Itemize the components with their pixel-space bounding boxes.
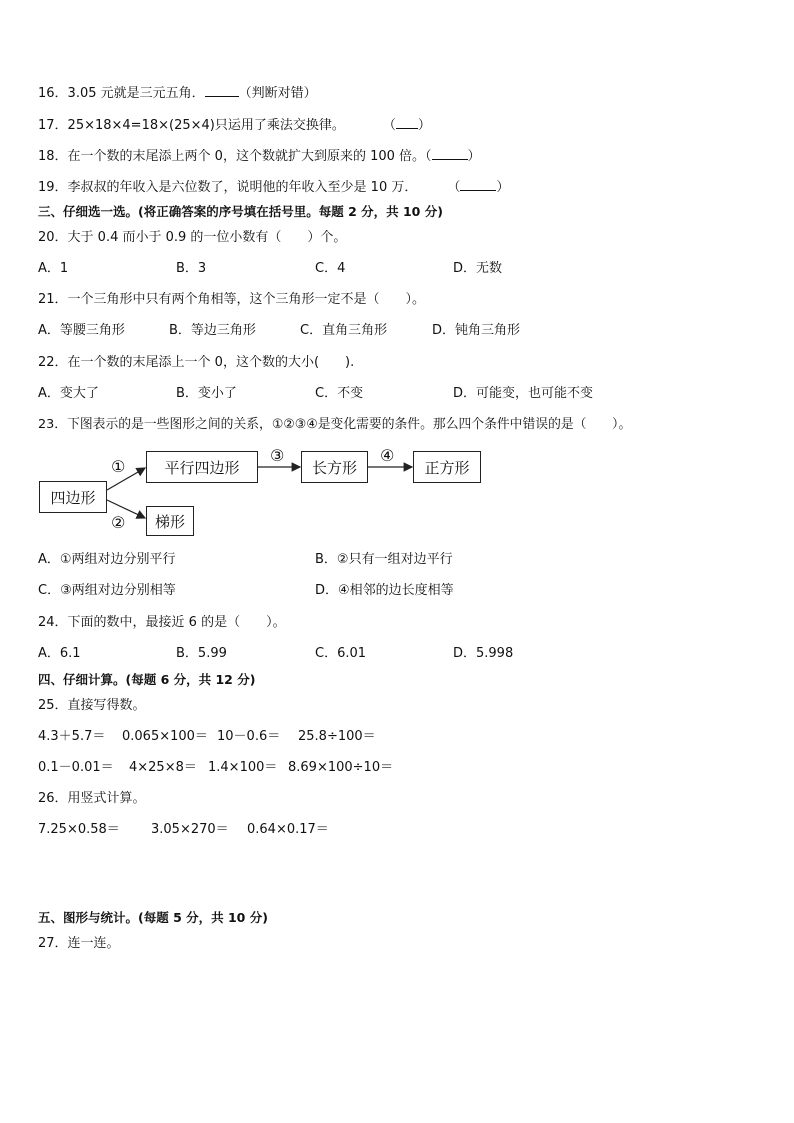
box-square: 正方形 bbox=[413, 451, 481, 483]
calc-item: 4×25×8＝ bbox=[129, 760, 197, 775]
q20-option-c[interactable]: C．4 bbox=[315, 261, 346, 276]
question-20-text: 20．大于 0.4 而小于 0.9 的一位小数有（ ）个。 bbox=[38, 230, 347, 245]
question-18: 18．在一个数的末尾添上两个 0，这个数就扩大到原来的 100 倍。（ ） bbox=[38, 149, 481, 164]
q24-option-a[interactable]: A．6.1 bbox=[38, 646, 81, 661]
question-23-text: 23．下图表示的是一些图形之间的关系，①②③④是变化需要的条件。那么四个条件中错误的是（ ）。 bbox=[38, 417, 632, 432]
section-4-heading: 四、仔细计算。(每题 6 分，共 12 分) bbox=[38, 672, 256, 687]
question-19-text: 19．李叔叔的年收入是六位数了，说明他的年收入至少是 10 万． bbox=[38, 180, 418, 195]
q24-option-d[interactable]: D．5.998 bbox=[453, 646, 514, 661]
condition-2-label: ② bbox=[111, 513, 126, 532]
calc-item: 0.1－0.01＝ bbox=[38, 760, 114, 775]
section-5-heading: 五、图形与统计。(每题 5 分，共 10 分) bbox=[38, 910, 268, 925]
q23-option-d[interactable]: D．④相邻的边长度相等 bbox=[315, 583, 454, 598]
question-27-text: 27．连一连。 bbox=[38, 936, 120, 951]
calc-item: 25.8÷100＝ bbox=[298, 729, 376, 744]
q22-option-c[interactable]: C．不变 bbox=[315, 386, 364, 401]
box-rectangle: 长方形 bbox=[301, 451, 368, 483]
q23-option-b[interactable]: B．②只有一组对边平行 bbox=[315, 552, 453, 567]
question-19: 19．李叔叔的年收入是六位数了，说明他的年收入至少是 10 万． （ ） bbox=[38, 180, 510, 195]
condition-3-label: ③ bbox=[270, 446, 285, 465]
question-24-text: 24．下面的数中，最接近 6 的是（ ）。 bbox=[38, 615, 286, 630]
q22-option-d[interactable]: D．可能变，也可能不变 bbox=[453, 386, 594, 401]
question-17-text: 17．25×18×4=18×(25×4)只运用了乘法交换律。 bbox=[38, 118, 345, 133]
calc-item: 7.25×0.58＝ bbox=[38, 822, 120, 837]
q21-option-d[interactable]: D．钝角三角形 bbox=[432, 323, 521, 338]
question-16-suffix: （判断对错） bbox=[238, 86, 317, 101]
calc-item: 4.3＋5.7＝ bbox=[38, 729, 106, 744]
q21-option-b[interactable]: B．等边三角形 bbox=[169, 323, 256, 338]
calc-item: 3.05×270＝ bbox=[151, 822, 229, 837]
calc-item: 0.64×0.17＝ bbox=[247, 822, 329, 837]
q22-option-b[interactable]: B．变小了 bbox=[176, 386, 237, 401]
calc-item: 0.065×100＝ bbox=[122, 729, 208, 744]
question-18-text: 18．在一个数的末尾添上两个 0，这个数就扩大到原来的 100 倍。（ bbox=[38, 149, 432, 164]
q24-option-c[interactable]: C．6.01 bbox=[315, 646, 367, 661]
box-quadrilateral: 四边形 bbox=[39, 481, 107, 513]
question-25-text: 25．直接写得数。 bbox=[38, 698, 146, 713]
q20-option-d[interactable]: D．无数 bbox=[453, 261, 503, 276]
section-3-heading: 三、仔细选一选。(将正确答案的序号填在括号里。每题 2 分，共 10 分) bbox=[38, 204, 443, 219]
q24-option-b[interactable]: B．5.99 bbox=[176, 646, 227, 661]
box-parallelogram: 平行四边形 bbox=[146, 451, 258, 483]
q20-option-a[interactable]: A．1 bbox=[38, 261, 69, 276]
condition-4-label: ④ bbox=[380, 446, 395, 465]
q20-option-b[interactable]: B．3 bbox=[176, 261, 207, 276]
calc-item: 8.69×100÷10＝ bbox=[288, 760, 394, 775]
question-22-text: 22．在一个数的末尾添上一个 0，这个数的大小( ). bbox=[38, 355, 355, 370]
box-trapezoid: 梯形 bbox=[146, 506, 194, 536]
calc-item: 1.4×100＝ bbox=[208, 760, 278, 775]
q21-option-a[interactable]: A．等腰三角形 bbox=[38, 323, 125, 338]
calc-item: 10－0.6＝ bbox=[217, 729, 281, 744]
question-17: 17．25×18×4=18×(25×4)只运用了乘法交换律。 （ ） bbox=[38, 118, 431, 133]
question-21-text: 21．一个三角形中只有两个角相等，这个三角形一定不是（ ）。 bbox=[38, 292, 426, 307]
condition-1-label: ① bbox=[111, 457, 126, 476]
q23-option-a[interactable]: A．①两组对边分别平行 bbox=[38, 552, 176, 567]
question-26-text: 26．用竖式计算。 bbox=[38, 791, 146, 806]
q23-option-c[interactable]: C．③两组对边分别相等 bbox=[38, 583, 176, 598]
q22-option-a[interactable]: A．变大了 bbox=[38, 386, 99, 401]
question-16-text: 16．3.05 元就是三元五角． bbox=[38, 86, 205, 101]
q21-option-c[interactable]: C．直角三角形 bbox=[300, 323, 388, 338]
